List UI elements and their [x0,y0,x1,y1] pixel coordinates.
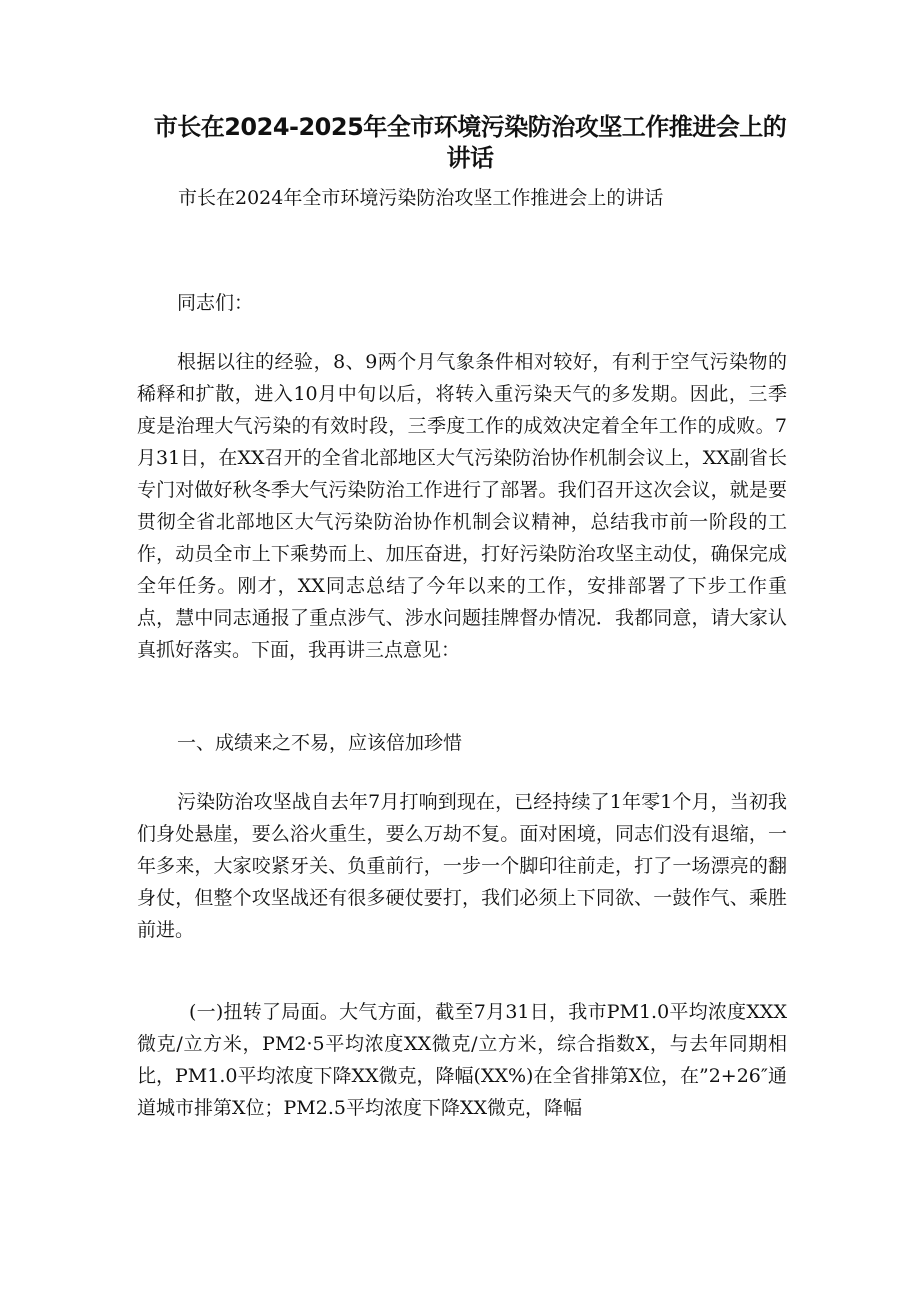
document-title: 市长在2024-2025年全市环境污染防治攻坚工作推进会上的讲话 [153,113,787,172]
intro-paragraph: 根据以往的经验，8、9两个月气象条件相对较好，有利于空气污染物的稀释和扩散，进入10月中旬以后，将转入重污染天气的多发期。因此，三季度是治理大气污染的有效时段，三季度工作的成效决定着全年工作的成败。7月31日，在XX召开的全省北部地区大气污染防治协作机制会议上，XX副省长专门对做好秋冬季大气污染防治工作进行了部署。我们召开这次会议，就是要贯彻全省北部地区大气污染防治协作机制会议精神，总结我市前一阶段的工作，动员全市上下乘势而上、加压奋进，打好污染防治攻坚主动仗，确保完成全年任务。刚才，XX同志总结了今年以来的工作，安排部署了下步工作重点，慧中同志通报了重点涉气、涉水问题挂牌督办情况．我都同意，请大家认真抓好落实。下面，我再讲三点意见： [137,351,787,661]
subsection-paragraph: (一)扭转了局面。大气方面，截至7月31日，我市PM1.0平均浓度XXX微克/立方米，PM2·5平均浓度XX微克/立方米，综合指数X，与去年同期相比，PM1.0平均浓度下降XX微克，降幅(XX%)在全省排第X位，在”2+26″通道城市排第X位；PM2.5平均浓度下降XX微克，降幅 [137,1001,787,1119]
section-paragraph: 污染防治攻坚战自去年7月打响到现在，已经持续了1年零1个月，当初我们身处悬崖，要么浴火重生，要么万劫不复。面对困境，同志们没有退缩，一年多来，大家咬紧牙关、负重前行，一步一个脚印往前走，打了一场漂亮的翻身仗，但整个攻坚战还有很多硬仗要打，我们必须上下同欲、一鼓作气、乘胜前进。 [137,791,787,941]
greeting: 同志们： [177,292,254,314]
document-subtitle: 市长在2024年全市环境污染防治攻坚工作推进会上的讲话 [178,187,664,209]
section-heading: 一、成绩来之不易，应该倍加珍惜 [177,732,463,754]
